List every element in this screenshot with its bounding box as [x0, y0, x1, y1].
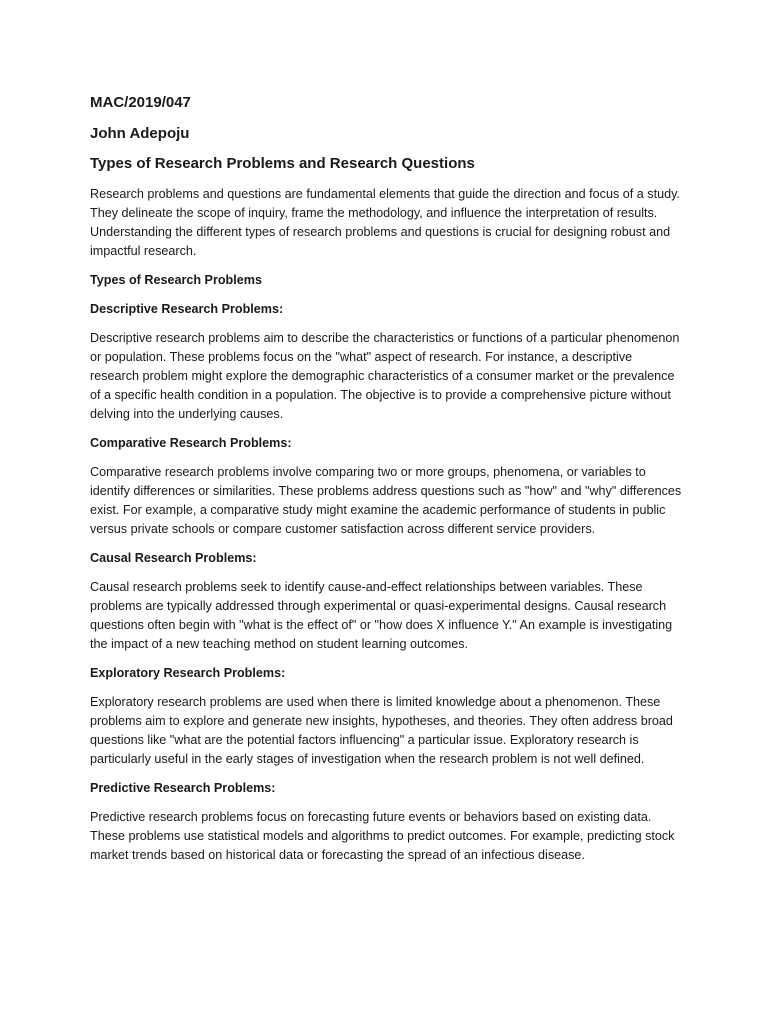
subsection-heading-comparative: Comparative Research Problems:: [90, 436, 292, 450]
subsection-paragraph-exploratory: Exploratory research problems are used when there is limited knowledge about a phenomenon. These problems aim to explore and generate new insights, hypotheses, and theories. They often address broad questions like "what are the potential factors influencing" a particular issue. Exploratory research is particularly useful in the early stages of investigation when the research problem is not well defined.: [90, 695, 673, 766]
subsection-heading-predictive: Predictive Research Problems:: [90, 781, 276, 795]
subsection-heading-exploratory: Exploratory Research Problems:: [90, 666, 286, 680]
subsection-paragraph-comparative: Comparative research problems involve comparing two or more groups, phenomena, or variables to identify differences or similarities. These problems address questions such as "how" and "why" differences exist. For example, a comparative study might examine the academic performance of students in public versus private schools or compare customer satisfaction across different service providers.: [90, 465, 682, 536]
document-page: [90, 94, 682, 875]
subsection-heading-causal: Causal Research Problems:: [90, 551, 257, 565]
section-heading: Types of Research Problems: [90, 273, 262, 287]
subsection-heading-descriptive: Descriptive Research Problems:: [90, 302, 284, 316]
document-title: Types of Research Problems and Research Questions: [90, 155, 475, 172]
subsection-paragraph-predictive: Predictive research problems focus on forecasting future events or behaviors based on existing data. These problems use statistical models and algorithms to predict outcomes. For example, predicting stock market trends based on historical data or forecasting the spread of an infectious disease.: [90, 810, 675, 862]
author-name: John Adepoju: [90, 125, 190, 142]
subsection-paragraph-descriptive: Descriptive research problems aim to describe the characteristics or functions of a particular phenomenon or population. These problems focus on the "what" aspect of research. For instance, a descriptive research problem might explore the demographic characteristics of a consumer market or the prevalence of a specific health condition in a population. The objective is to provide a comprehensive picture without delving into the underlying causes.: [90, 331, 680, 421]
document-id: MAC/2019/047: [90, 94, 191, 111]
subsection-paragraph-causal: Causal research problems seek to identify cause-and-effect relationships between variables. These problems are typically addressed through experimental or quasi-experimental designs. Causal research questions often begin with "what is the effect of" or "how does X influence Y." An example is investigating the impact of a new teaching method on student learning outcomes.: [90, 580, 673, 651]
intro-paragraph: Research problems and questions are fundamental elements that guide the direction and focus of a study. They delineate the scope of inquiry, frame the methodology, and influence the interpretation of results. Understanding the different types of research problems and questions is crucial for designing robust and impactful research.: [90, 187, 680, 258]
